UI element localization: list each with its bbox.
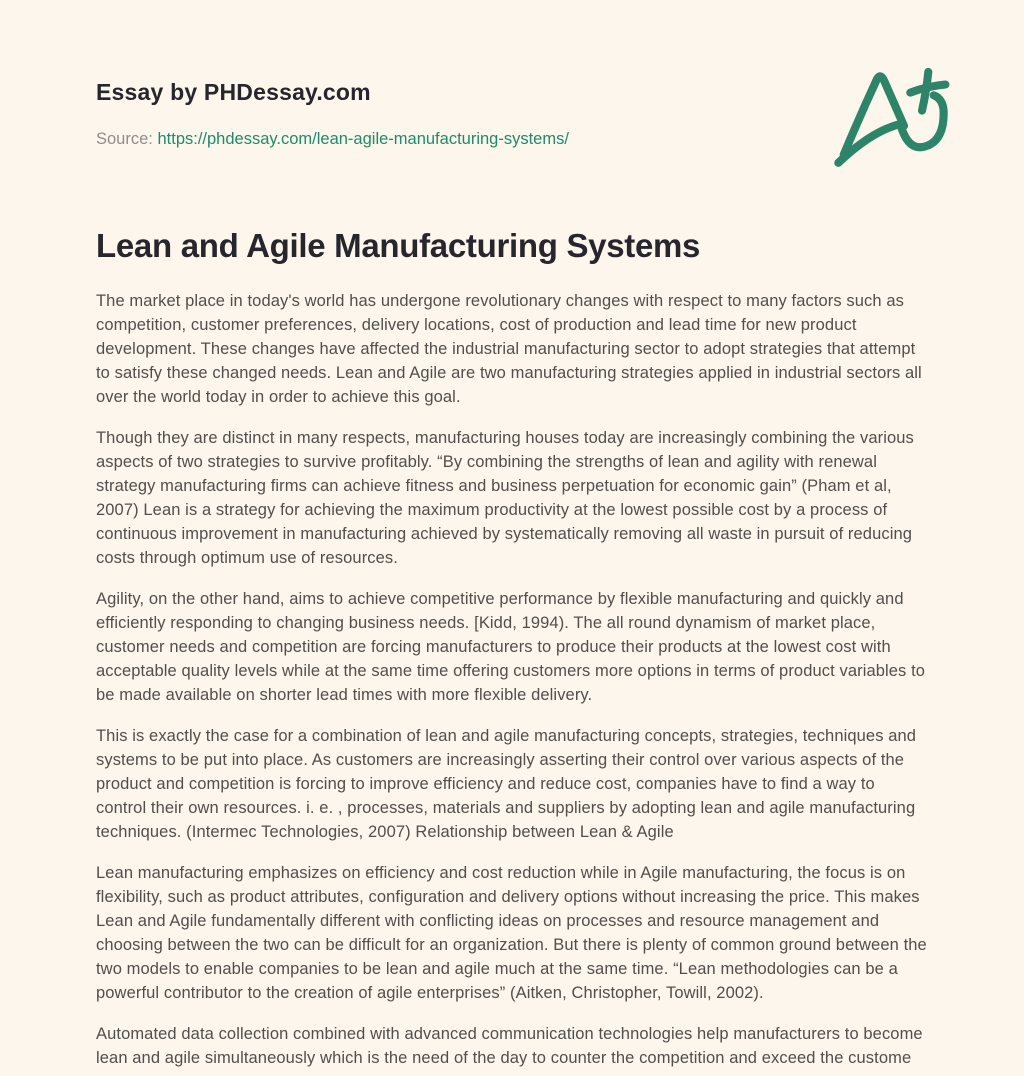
- phdessay-logo: [832, 60, 958, 172]
- source-url-link[interactable]: https://phdessay.com/lean-agile-manufacturing-systems/: [157, 130, 569, 148]
- source-label: Source:: [96, 130, 153, 148]
- article-body: [96, 289, 928, 1070]
- source-row: [96, 128, 928, 150]
- paragraph-5: Lean manufacturing emphasizes on efficiency and cost reduction while in Agile manufacturing, the focus is on flexibility, such as product attributes, configuration and delivery options without increasing the price. This makes Lean and Agile fundamentally different with conflicting ideas on processes and resource management and choosing between the two can be difficult for an organization. But there is plenty of common ground between the two models to enable companies to be lean and agile much at the same time. “Lean methodologies can be a powerful contributor to the creation of agile enterprises” (Aitken, Christopher, Towill, 2002).: [96, 864, 927, 1002]
- byline-heading: Essay by PHDessay.com: [96, 79, 371, 105]
- paragraph-4: This is exactly the case for a combination of lean and agile manufacturing concepts, strategies, techniques and systems to be put into place. As customers are increasingly asserting their control over various aspects of the product and competition is forcing to improve efficiency and reduce cost, companies have to find a way to control their own resources. i. e. , processes, materials and suppliers by adopting lean and agile manufacturing techniques. (Intermec Technologies, 2007) Relationship between Lean & Agile: [96, 727, 917, 841]
- page-title: Lean and Agile Manufacturing Systems: [96, 227, 701, 264]
- paragraph-3: Agility, on the other hand, aims to achieve competitive performance by flexible manufacturing and quickly and efficiently responding to changing business needs. [Kidd, 1994). The all round dynamism of market place, customer needs and competition are forcing manufacturers to produce their products at the lowest cost with acceptable quality levels while at the same time offering customers more options in terms of product variables to be made available on shorter lead times with more flexible delivery.: [96, 590, 926, 704]
- a-plus-grade-logo-icon: [832, 159, 958, 176]
- paragraph-1: The market place in today's world has undergone revolutionary changes with respect to many factors such as competition, customer preferences, delivery locations, cost of production and lead time for new product development. These changes have affected the industrial manufacturing sector to adopt strategies that attempt to satisfy these changed needs. Lean and Agile are two manufacturing strategies applied in industrial sectors all over the world today in order to achieve this goal.: [96, 292, 922, 406]
- paragraph-6: Automated data collection combined with advanced communication technologies help manufacturers to become lean and agile simultaneously which is the need of the day to counter the competition and exceed the custome: [96, 1025, 923, 1067]
- paragraph-2: Though they are distinct in many respects, manufacturing houses today are increasingly combining the various aspects of two strategies to survive profitably. “By combining the strengths of lean and agility with renewal strategy manufacturing firms can achieve fitness and business perpetuation for economic gain” (Pham et al, 2007) Lean is a strategy for achieving the maximum productivity at the lowest possible cost by a process of continuous improvement in manufacturing achieved by systematically removing all waste in pursuit of reducing costs through optimum use of resources.: [96, 429, 914, 567]
